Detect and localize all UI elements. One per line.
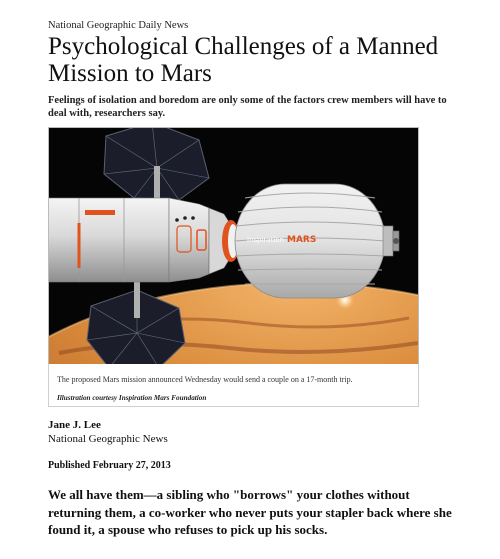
article-deck: Feelings of isolation and boredom are only some of the factors crew members will have to deal with, researchers say. [48,95,447,119]
article-title: Psychological Challenges of a Manned Mission to Mars [48,33,439,87]
mars-mission-illustration [48,127,419,366]
caption-box [48,364,419,407]
image-caption: The proposed Mars mission announced Wednesday would send a couple on a 17-month trip. [57,375,353,384]
crew-capsule [49,198,240,282]
hull-logo-prefix: inspiration [247,236,284,244]
image-credit: Illustration courtesy Inspiration Mars Foundation [57,394,207,402]
author-org: National Geographic News [48,433,168,445]
spacecraft-illustration [49,128,418,365]
lead-paragraph: We all have them—a sibling who "borrows" your clothes without returning them, a co-worker who never puts your stapler back where she found it, a spouse who refuses to pick up his socks. [48,487,452,537]
hull-logo-word: MARS [287,235,317,245]
publish-date: Published February 27, 2013 [48,460,171,471]
author-name: Jane J. Lee [48,419,101,431]
source-label: National Geographic Daily News [48,20,189,31]
